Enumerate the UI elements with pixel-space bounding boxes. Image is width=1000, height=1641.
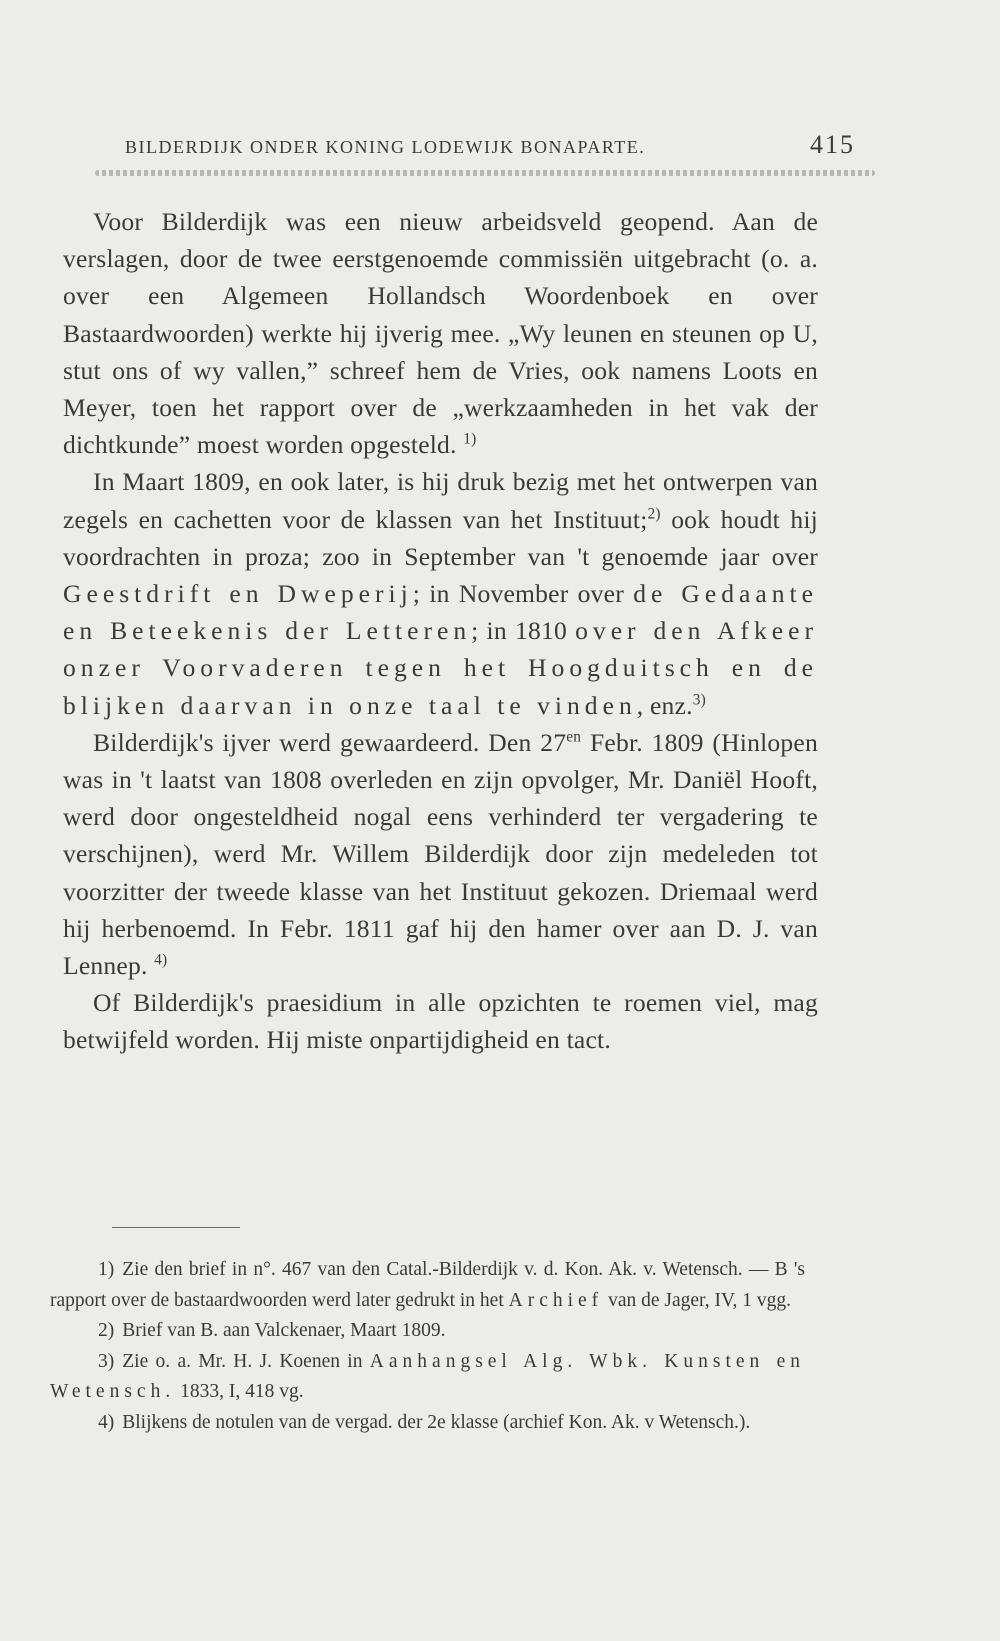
spaced-title: over den Afkeer onzer Voorvaderen tegen het Hoogduitsch en de blijken daarvan in onze taal te vinden [63,616,818,720]
footnote [50,1347,805,1408]
footnote-text: Brief van B. aan Valckenaer, Maart 1809. [122,1320,446,1341]
footnote-text: Zie den brief in n°. 467 van den Catal.-Bilderdijk v. d. Kon. Ak. v. Wetensch. — B 's rapport over de bastaardwoorden werd later gedrukt in het [50,1259,805,1311]
spaced-title: Geestdrift en Dweperij [63,579,413,609]
page-header [125,130,855,160]
footnote-text: 1833, I, 418 vg. [180,1381,304,1402]
header-ornamental-rule [95,170,875,176]
spaced-title: de Gedaante en Beteekenis der Letteren [63,579,818,646]
footnote-text: van de Jager, IV, 1 vgg. [608,1289,792,1311]
footnote-number: 2) [98,1320,115,1341]
running-title: BILDERDIJK ONDER KONING LODEWIJK BONAPARTE. [125,137,646,157]
footnote-text: Zie o. a. Mr. H. J. Koenen in [122,1350,363,1372]
paragraph [63,463,818,723]
paragraph-text: ; in 1810 [471,616,567,646]
footnote-ref: 3) [692,691,706,709]
paragraph-text: ; in November over [412,579,624,609]
footnotes [50,1255,805,1438]
paragraph-text: ook houdt hij voordrachten in proza; zoo in September van 't genoemde jaar over [63,504,818,571]
paragraph-text: In Maart 1809, en ook later, is hij druk bezig met het ontwerpen van zegels en cachetten voor de klassen van het Instituut; [63,467,818,534]
paragraph-text: Voor Bilderdijk was een nieuw arbeidsveld geopend. Aan de verslagen, door de twee eerstgenoemde commissiën uitgebracht (o. a. over een Algemeen Hollandsch Woordenboek en over Bastaardwoorden) werkte hij ijverig mee. „Wy leunen en steunen op U, stut ons of wy vallen,” schreef hem de Vries, ook namens Loots en Meyer, toen het rapport over de „werkzaamheden in het vak der dichtkunde” moest worden opgesteld. [63,207,818,460]
footnote-ref: 4) [154,951,168,969]
page-number: 415 [810,130,855,159]
footnote-separator [112,1227,240,1228]
footnote-ref: 1) [463,430,477,448]
superscript: en [566,728,582,746]
footnote-number: 4) [98,1411,115,1433]
footnote [50,1408,805,1439]
paragraph-text: , enz. [636,690,693,720]
paragraph [63,203,818,463]
paragraph [63,984,818,1058]
paragraph-text: Febr. 1809 (Hinlopen was in 't laatst van 1808 overleden en zijn opvolger, Mr. Daniël Hooft, werd door ongesteldheid nogal eens verhinderd ter vergadering te verschijnen), werd Mr. Willem Bilderdijk door zijn medeleden tot voorzitter der tweede klasse van het Instituut gekozen. Driemaal werd hij herbenoemd. In Febr. 1811 gaf hij den hamer over aan D. J. van Lennep. [63,727,818,981]
spaced-title: Archief [508,1289,604,1311]
footnote [50,1316,805,1347]
paragraph-text: Bilderdijk's ijver werd gewaardeerd. Den 27 [93,727,567,757]
footnote-ref: 2) [647,505,661,523]
footnote [50,1255,805,1316]
paragraph-text: Of Bilderdijk's praesidium in alle opzichten te roemen viel, mag betwijfeld worden. Hij miste onpartijdigheid en tact. [63,988,818,1055]
spaced-title: Aanhangsel Alg. Wbk. Kunsten en Wetensch. [50,1350,805,1402]
main-text [63,203,818,1059]
paragraph [63,724,818,984]
footnote-number: 1) [98,1259,115,1280]
footnote-text: Blijkens de notulen van de vergad. der 2e klasse (archief Kon. Ak. v Wetensch.). [122,1411,751,1433]
footnote-number: 3) [98,1350,115,1372]
